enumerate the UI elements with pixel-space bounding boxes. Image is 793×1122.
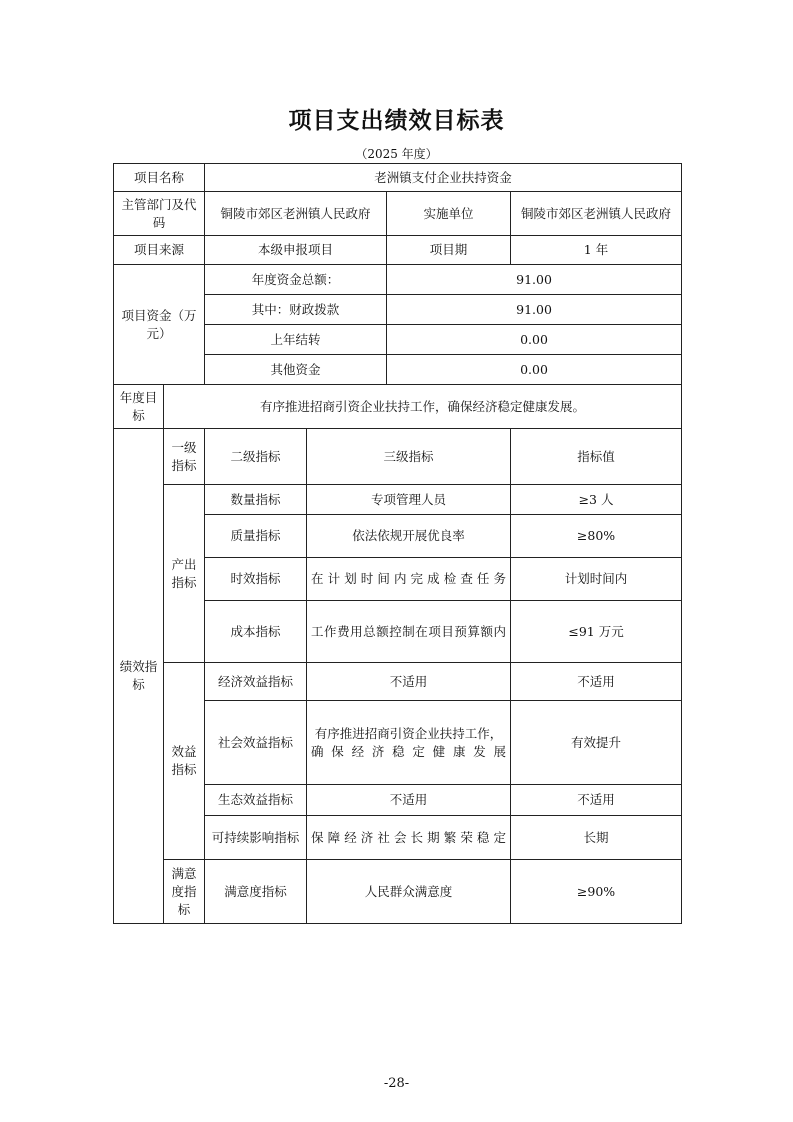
indicator-value: 有效提升 xyxy=(511,701,682,785)
project-name-value: 老洲镇支付企业扶持资金 xyxy=(205,164,682,192)
fiscal-appropriation-value: 91.00 xyxy=(387,295,682,325)
indicator-level2: 生态效益指标 xyxy=(205,785,307,816)
indicator-level2: 可持续影响指标 xyxy=(205,816,307,860)
implementing-unit-value: 铜陵市郊区老洲镇人民政府 xyxy=(511,192,682,236)
indicator-level3: 不适用 xyxy=(307,785,511,816)
project-funds-label: 项目资金（万元） xyxy=(114,265,205,385)
indicator-level2: 经济效益指标 xyxy=(205,663,307,701)
annual-goal-label: 年度目标 xyxy=(114,385,164,429)
level2-header: 二级指标 xyxy=(205,429,307,485)
level1-header: 一级指标 xyxy=(164,429,205,485)
indicator-level2: 质量指标 xyxy=(205,515,307,558)
other-funds-label: 其他资金 xyxy=(205,355,387,385)
indicator-level3: 依法依规开展优良率 xyxy=(307,515,511,558)
indicator-level3: 保障经济社会长期繁荣稳定 xyxy=(307,816,511,860)
satisfaction-indicators-label: 满意度指标 xyxy=(164,860,205,924)
indicator-level3: 专项管理人员 xyxy=(307,485,511,515)
performance-indicators-label: 绩效指标 xyxy=(114,429,164,924)
indicator-level2: 数量指标 xyxy=(205,485,307,515)
indicator-value: ≥3 人 xyxy=(511,485,682,515)
indicator-value: ≥90% xyxy=(511,860,682,924)
indicator-level3: 有序推进招商引资企业扶持工作，确保经济稳定健康发展 xyxy=(307,701,511,785)
indicator-level3: 工作费用总额控制在项目预算额内 xyxy=(307,601,511,663)
performance-target-table xyxy=(113,163,682,924)
project-period-label: 项目期 xyxy=(387,236,511,265)
value-header: 指标值 xyxy=(511,429,682,485)
level3-header: 三级指标 xyxy=(307,429,511,485)
annual-goal-value: 有序推进招商引资企业扶持工作，确保经济稳定健康发展。 xyxy=(164,385,682,429)
indicator-level2: 满意度指标 xyxy=(205,860,307,924)
indicator-value: ≥80% xyxy=(511,515,682,558)
indicator-level3: 在计划时间内完成检查任务 xyxy=(307,558,511,601)
fiscal-appropriation-label: 其中：财政拨款 xyxy=(205,295,387,325)
indicator-value: 计划时间内 xyxy=(511,558,682,601)
indicator-value: 长期 xyxy=(511,816,682,860)
indicator-value: 不适用 xyxy=(511,785,682,816)
department-value: 铜陵市郊区老洲镇人民政府 xyxy=(205,192,387,236)
annual-total-value: 91.00 xyxy=(387,265,682,295)
annual-total-label: 年度资金总额： xyxy=(205,265,387,295)
indicator-level2: 时效指标 xyxy=(205,558,307,601)
other-funds-value: 0.00 xyxy=(387,355,682,385)
indicator-level2: 成本指标 xyxy=(205,601,307,663)
indicator-value: ≤91 万元 xyxy=(511,601,682,663)
project-source-label: 项目来源 xyxy=(114,236,205,265)
page-number: -28- xyxy=(383,1076,410,1091)
project-name-label: 项目名称 xyxy=(114,164,205,192)
indicator-level2: 社会效益指标 xyxy=(205,701,307,785)
indicator-value: 不适用 xyxy=(511,663,682,701)
indicator-level3: 不适用 xyxy=(307,663,511,701)
carryover-label: 上年结转 xyxy=(205,325,387,355)
output-indicators-label: 产出指标 xyxy=(164,485,205,663)
benefit-indicators-label: 效益指标 xyxy=(164,663,205,860)
department-label: 主管部门及代码 xyxy=(114,192,205,236)
page-title: 项目支出绩效目标表 xyxy=(288,108,505,134)
year-subtitle: （2025 年度） xyxy=(355,147,438,161)
project-period-value: 1 年 xyxy=(511,236,682,265)
project-source-value: 本级申报项目 xyxy=(205,236,387,265)
implementing-unit-label: 实施单位 xyxy=(387,192,511,236)
carryover-value: 0.00 xyxy=(387,325,682,355)
indicator-level3: 人民群众满意度 xyxy=(307,860,511,924)
